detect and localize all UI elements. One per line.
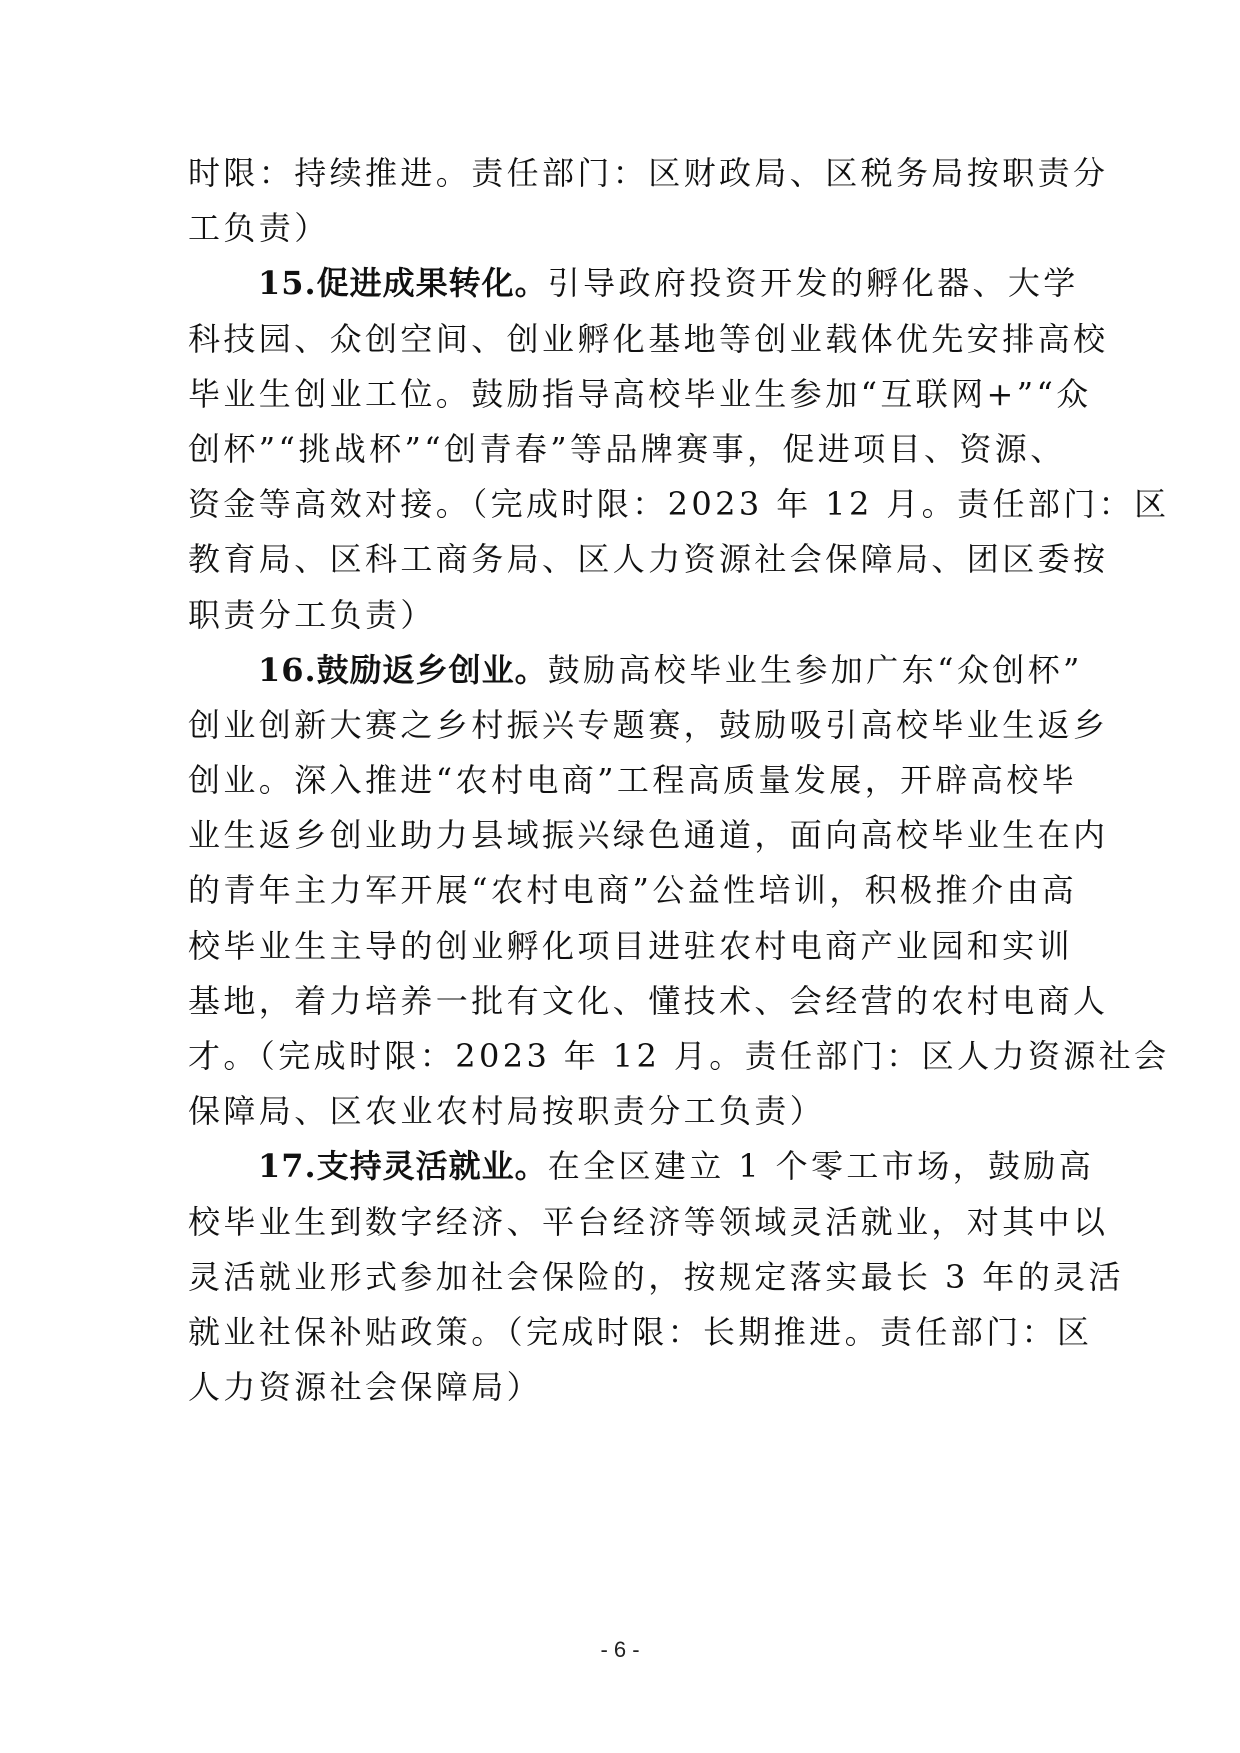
text-span: 鼓励高校毕业生参加广东“众创杯”	[547, 650, 1083, 689]
text-line: 校毕业生主导的创业孵化项目进驻农村电商产业园和实训	[188, 926, 1074, 965]
text-span: 在全区建立 1 个零工市场，鼓励高	[547, 1147, 1095, 1186]
text-line: 毕业生创业工位。鼓励指导高校毕业生参加“互联网+”“众	[188, 374, 1092, 413]
text-line: 创业。深入推进“农村电商”工程高质量发展，开辟高校毕	[188, 761, 1078, 800]
item-15-first-line	[188, 256, 1079, 311]
item-17-first-line	[188, 1139, 1095, 1194]
text-line: 才。（完成时限：2023 年 12 月。责任部门：区人力资源社会	[188, 1037, 1170, 1075]
text-line: 工负责）	[188, 209, 330, 248]
text-line: 就业社保补贴政策。（完成时限：长期推进。责任部门：区	[188, 1312, 1093, 1351]
text-line: 创杯”“挑战杯”“创青春”等品牌赛事，促进项目、资源、	[188, 429, 1066, 468]
text-line: 的青年主力军开展“农村电商”公益性培训，积极推介由高	[188, 871, 1078, 910]
text-line: 职责分工负责）	[188, 595, 436, 634]
item-16-heading: 16.鼓励返乡创业。	[258, 650, 548, 689]
text-line: 保障局、区农业农村局按职责分工负责）	[188, 1092, 826, 1131]
text-line: 校毕业生到数字经济、平台经济等领域灵活就业，对其中以	[188, 1202, 1109, 1241]
text-line: 业生返乡创业助力县域振兴绿色通道，面向高校毕业生在内	[188, 816, 1109, 855]
item-16-first-line	[188, 643, 1083, 698]
item-15-heading: 15.促进成果转化。	[258, 264, 548, 303]
text-span: 引导政府投资开发的孵化器、大学	[547, 264, 1079, 303]
text-line: 人力资源社会保障局）	[188, 1368, 543, 1407]
text-line: 教育局、区科工商务局、区人力资源社会保障局、团区委按	[188, 540, 1109, 579]
text-line: 基地，着力培养一批有文化、懂技术、会经营的农村电商人	[188, 981, 1109, 1020]
text-line: 资金等高效对接。（完成时限：2023 年 12 月。责任部门：区	[188, 485, 1170, 524]
text-line: 时限：持续推进。责任部门：区财政局、区税务局按职责分	[188, 154, 1109, 192]
item-17-heading: 17.支持灵活就业。	[258, 1147, 548, 1186]
text-line: 科技园、众创空间、创业孵化基地等创业载体优先安排高校	[188, 319, 1109, 358]
text-line: 创业创新大赛之乡村振兴专题赛，鼓励吸引高校毕业生返乡	[188, 705, 1109, 744]
page-number: - 6 -	[600, 1637, 640, 1662]
text-line: 灵活就业形式参加社会保险的，按规定落实最长 3 年的灵活	[188, 1257, 1124, 1296]
document-body	[188, 146, 1170, 1415]
